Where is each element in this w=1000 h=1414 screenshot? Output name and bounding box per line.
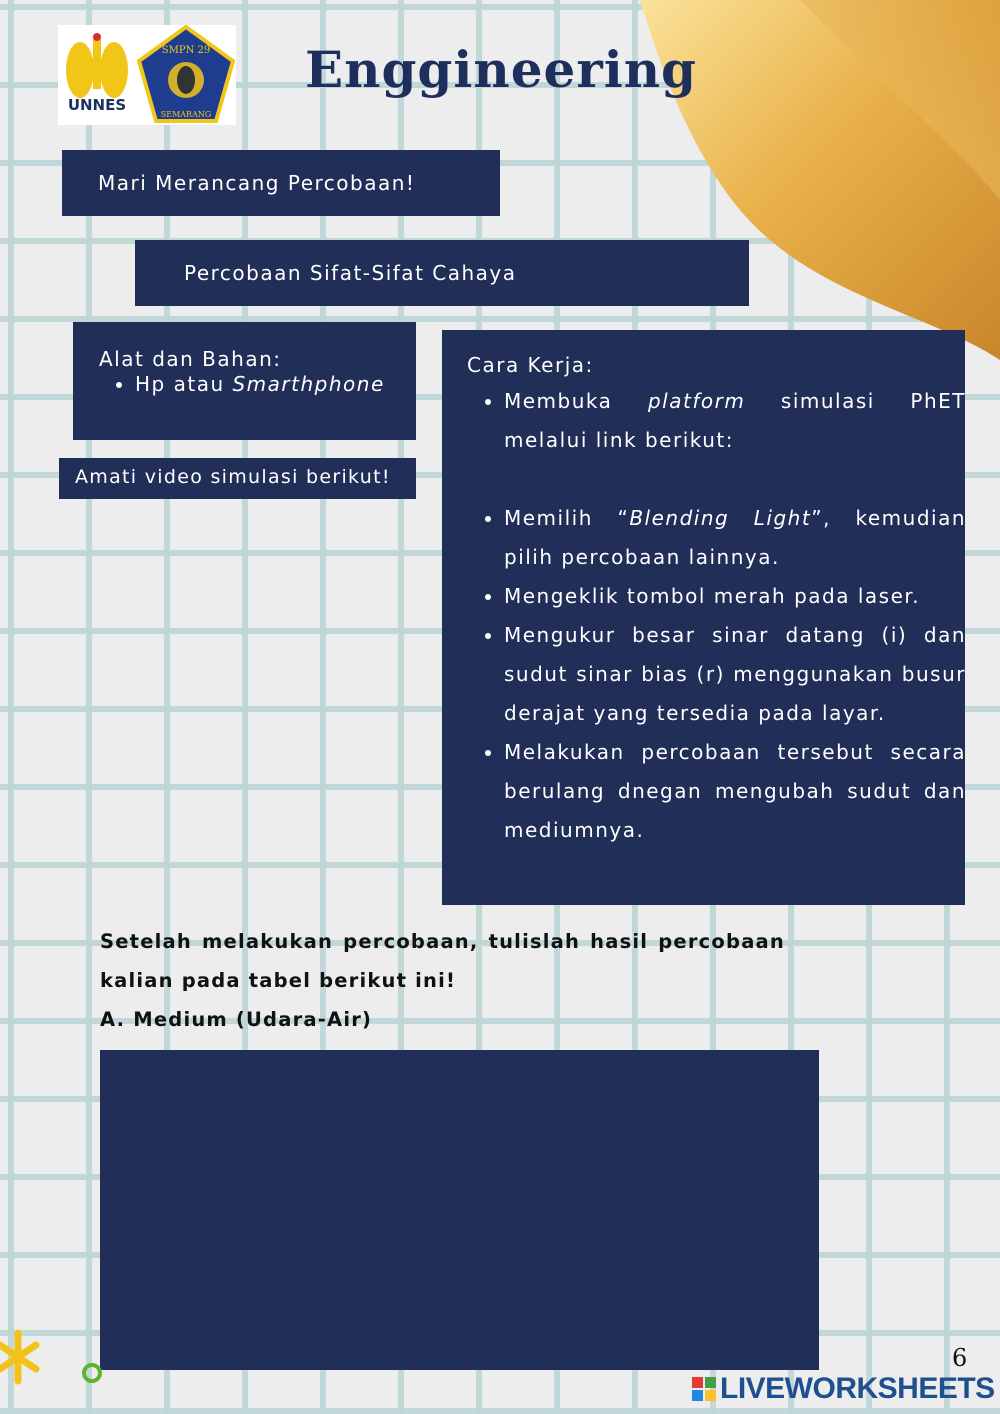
instruction-text: Setelah melakukan percobaan, tulislah hasil percobaan kalian pada tabel berikut ini! (100, 930, 785, 992)
smpn-logo (136, 25, 236, 125)
list-item: • Memilih “Blending Light”, kemudian pilih percobaan lainnya. (504, 499, 966, 577)
asterisk-decoration-icon (0, 1327, 44, 1387)
page-number: 6 (952, 1344, 968, 1372)
procedure-list (472, 382, 966, 850)
page-title: Enggineering (305, 40, 698, 99)
materials-heading: Alat dan Bahan: (99, 347, 282, 371)
section-label: Mari Merancang Percobaan! (98, 171, 416, 195)
list-item: • Hp atau Smarthphone (135, 372, 385, 396)
procedure-heading: Cara Kerja: (467, 353, 594, 377)
instructions (100, 922, 785, 1039)
section-label-box (62, 150, 500, 216)
list-item: • Melakukan percobaan tersebut secara berulang dnegan mengubah sudut dan mediumnya. (504, 733, 966, 850)
experiment-title-box (135, 240, 749, 306)
liveworksheets-brand: LIVEWORKSHEETS (692, 1372, 995, 1406)
video-prompt: Amati video simulasi berikut! (75, 466, 391, 488)
unnes-logo (58, 25, 136, 125)
results-table-area[interactable] (100, 1050, 819, 1370)
materials-list (109, 372, 385, 396)
liveworksheets-logo-icon (692, 1377, 716, 1401)
circle-decoration-icon (82, 1363, 102, 1383)
svg-text:SEMARANG: SEMARANG (160, 110, 212, 119)
list-item: • Mengeklik tombol merah pada laser. (504, 577, 966, 616)
svg-text:UNNES: UNNES (67, 96, 127, 114)
procedure-box (442, 330, 965, 905)
experiment-title: Percobaan Sifat-Sifat Cahaya (184, 261, 517, 285)
svg-text:SMPN 29: SMPN 29 (161, 45, 211, 56)
medium-subheading: A. Medium (Udara-Air) (100, 1008, 373, 1031)
list-item: • Membuka platform simulasi PhET melalui link berikut: (504, 382, 966, 460)
video-prompt-box (59, 458, 416, 499)
materials-box (73, 322, 416, 440)
list-item: • Mengukur besar sinar datang (i) dan sudut sinar bias (r) menggunakan busur derajat yang tersedia pada layar. (504, 616, 966, 733)
